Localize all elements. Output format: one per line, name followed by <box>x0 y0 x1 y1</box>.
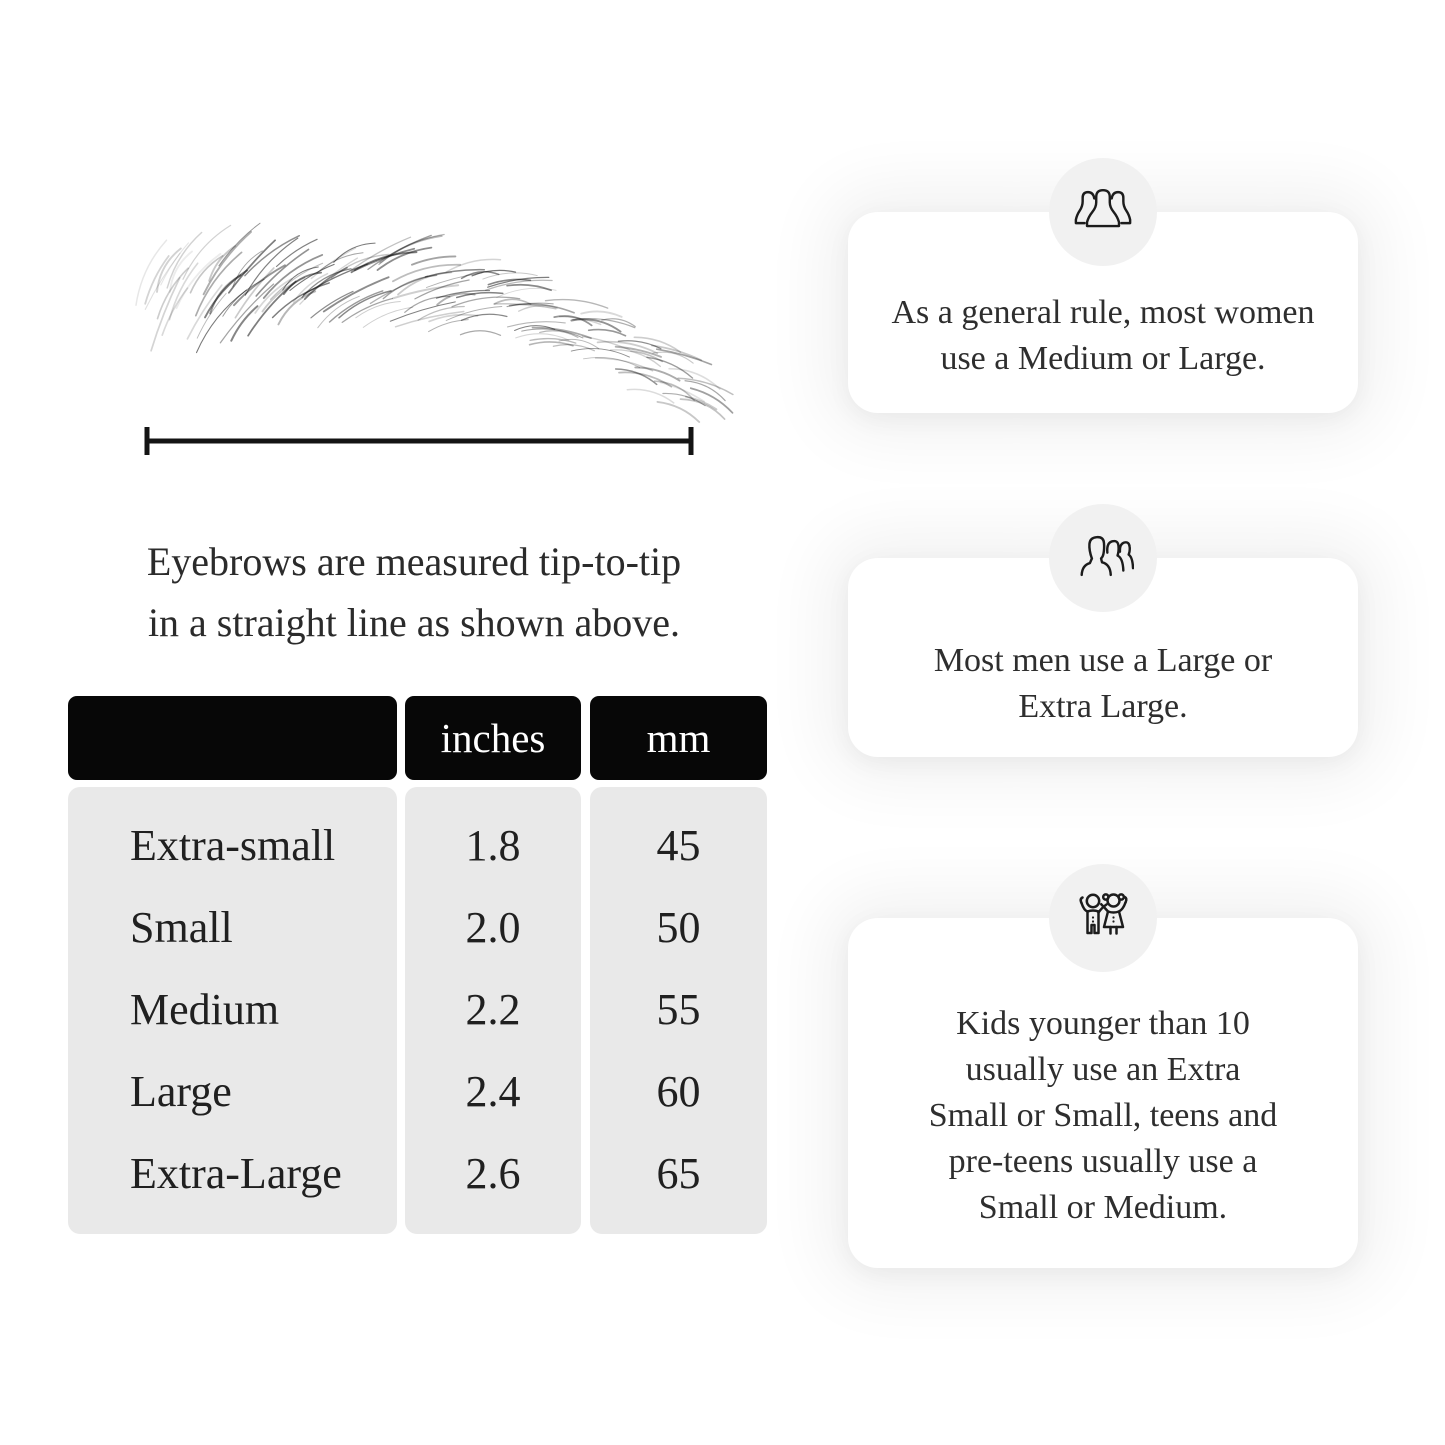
info-card-women <box>848 212 1358 413</box>
kids-icon <box>1049 864 1157 972</box>
size-row-label: Extra-small <box>130 820 336 870</box>
size-cell-inches: 2.6 <box>465 1148 521 1198</box>
card-text-line: Kids younger than 10 <box>956 1005 1250 1042</box>
card-text-line: pre-teens usually use a <box>948 1143 1258 1180</box>
size-row-label: Extra-Large <box>130 1148 342 1198</box>
info-card-kids <box>848 918 1358 1268</box>
card-text-line: usually use an Extra <box>965 1051 1241 1088</box>
size-table-mm-column <box>590 696 767 1234</box>
size-cell-mm: 60 <box>656 1066 701 1116</box>
info-card-men <box>848 558 1358 757</box>
size-cell-inches: 2.0 <box>465 902 521 952</box>
size-cell-mm: 55 <box>656 984 701 1034</box>
card-text-line: use a Medium or Large. <box>940 340 1266 377</box>
size-row-label: Medium <box>130 984 280 1034</box>
size-cell-inches: 2.2 <box>465 984 521 1034</box>
size-table-header-inches: inches <box>405 696 581 780</box>
measurement-line <box>140 424 698 458</box>
size-table-header-mm: mm <box>590 696 767 780</box>
caption-line: in a straight line as shown above. <box>147 600 681 645</box>
size-cell-mm: 65 <box>656 1148 701 1198</box>
size-table-inches-body <box>405 787 581 1234</box>
size-table-label-column <box>68 696 397 1234</box>
card-text-line: Small or Medium. <box>978 1189 1228 1226</box>
eyebrow-illustration <box>110 225 710 425</box>
card-text-line: Extra Large. <box>1018 688 1188 725</box>
size-cell-inches: 2.4 <box>465 1066 521 1116</box>
size-table-header-blank <box>68 696 397 780</box>
women-group-icon <box>1049 158 1157 266</box>
size-table <box>68 696 767 1234</box>
card-text-line: As a general rule, most women <box>891 294 1315 331</box>
men-group-icon <box>1049 504 1157 612</box>
measurement-caption <box>118 531 710 653</box>
caption-line: Eyebrows are measured tip-to-tip <box>146 539 682 584</box>
size-table-label-body <box>68 787 397 1234</box>
size-cell-inches: 1.8 <box>465 820 521 870</box>
size-cell-mm: 45 <box>656 820 701 870</box>
size-table-mm-body <box>590 787 767 1234</box>
size-table-inches-column <box>405 696 581 1234</box>
card-text-line: Most men use a Large or <box>933 642 1273 679</box>
size-cell-mm: 50 <box>656 902 701 952</box>
size-row-label: Small <box>130 902 233 952</box>
size-row-label: Large <box>130 1066 232 1116</box>
card-text-line: Small or Small, teens and <box>928 1097 1278 1134</box>
